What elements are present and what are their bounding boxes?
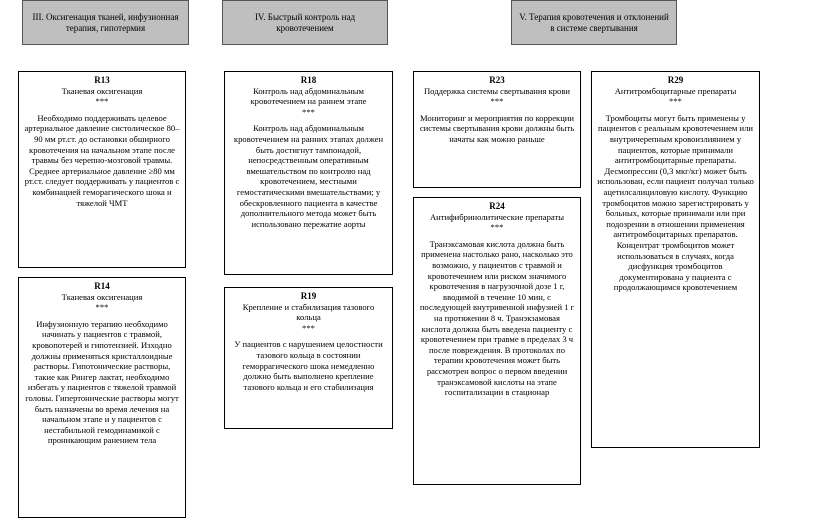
box-body: Необходимо поддерживать целевое артериальное давление систолическое 80–90 мм рт.ст. до остановки обширного кровотечения на начальном этапе после травмы без черепно-мозговой травмы. Среднее артериальное давление ≥80 мм рт.ст. следует поддерживать у пациентов с комбинацией геморагического шока и тяжелой ЧМТ bbox=[24, 112, 180, 208]
box-stars: *** bbox=[302, 322, 315, 333]
recommendation-box-r24 bbox=[413, 197, 581, 485]
box-title: Антитромбоцитарные препараты bbox=[614, 85, 737, 96]
box-body: У пациентов с нарушением целостности тазового кольца в состоянии геморрагического шока немедленно должно быть выполнено крепление тазового кольца и его стабилизация bbox=[234, 339, 383, 392]
box-stars: *** bbox=[490, 96, 504, 107]
recommendation-box-r14 bbox=[18, 277, 186, 518]
section-header-v-text: V. Терапия кровотечения и отклонений в системе свертывания bbox=[519, 11, 669, 33]
box-title: Крепление и стабилизация тазового кольца bbox=[242, 301, 375, 323]
box-stars: *** bbox=[490, 222, 504, 233]
section-header-v bbox=[511, 0, 677, 45]
box-code: R18 bbox=[300, 75, 317, 85]
box-title: Тканевая оксигенация bbox=[61, 85, 143, 96]
box-title: Антифибринолитические препараты bbox=[429, 211, 565, 222]
box-code: R19 bbox=[300, 291, 317, 301]
box-stars: *** bbox=[95, 96, 109, 107]
box-code: R13 bbox=[94, 75, 110, 85]
box-stars: *** bbox=[95, 302, 109, 313]
box-body: Транэксамовая кислота должна быть применена настолько рано, насколько это возможно, у пациентов с травмой и кровотечением или риском значимого кровотечения в нагрузочной дозе 1 г, вводимой в течение 10 мин, с последующей внутривенной инфузией 1 г на протяжении 8 ч. Транэкзамовая кислота должна быть введена пациенту с кровотечением при травме в пределах 3 ч после повреждения. В протоколах по терапии кровотечения может быть рассмотрен вопрос о первом введении транэксамовой кислоты на этапе госпитализации в стационар bbox=[419, 238, 575, 398]
box-body: Контроль над абдоминальным кровотечением на ранних этапах должен быть достигнут тампонадой, непосредственным оперативным вмешательством по контролю над кровотечением, местными гемостатическими вмешательствами; у обескровленного пациента в качестве дополнительного метода может быть использовано пережатие аорты bbox=[233, 123, 384, 229]
box-body: Тромбоциты могут быть применены у пациентов с реальным кровотечением или внутричерепным кровоизлиянием у пациентов, которые принимали антитромбоцитарные препараты. Десмопрессин (0,3 мкг/кг) может быть использован, если пациент получал только ацетилсалициловую кислоту. Функцию тромбоцитов можно зарегистрировать у больных, которые принимали или при подозрении в отношении применения антитромбоцитарных препаратов. Концентрат тромбоцитов может использоваться в случаях, когда дисфункция тромбоцитов документирована у пациента с продолжающимся кровотечением bbox=[597, 112, 754, 293]
recommendation-box-r29 bbox=[591, 71, 760, 448]
recommendation-box-r23 bbox=[413, 71, 581, 188]
box-code: R29 bbox=[667, 75, 684, 85]
box-body: Мониторинг и мероприятия по коррекции системы свертывания крови должны быть начаты как можно раньше bbox=[419, 112, 575, 144]
section-header-iv bbox=[222, 0, 388, 45]
recommendation-box-r13 bbox=[18, 71, 186, 268]
box-title: Тканевая оксигенация bbox=[61, 291, 143, 302]
box-stars: *** bbox=[302, 106, 315, 117]
section-header-iv-text: IV. Быстрый контроль над кровотечением bbox=[254, 11, 356, 33]
section-header-iii-text: III. Оксигенация тканей, инфузионная терапия, гипотермия bbox=[32, 11, 179, 33]
section-header-iii bbox=[22, 0, 189, 45]
box-code: R24 bbox=[489, 201, 505, 211]
box-title: Поддержка системы свертывания крови bbox=[423, 85, 571, 96]
recommendation-box-r19 bbox=[224, 287, 393, 429]
box-stars: *** bbox=[669, 96, 682, 107]
box-title: Контроль над абдоминальным кровотечением на раннем этапе bbox=[250, 85, 367, 107]
box-body: Инфузионную терапию необходимо начинать у пациентов с травмой, кровопотерей и гипотензией. Изходно должны применяться кристаллоидные растворы. Гипотонические растворы, такие как Рингер лактат, необходимо избегать у пациентов с тяжелой травмой головы. Гипертонические растворы могут быть назначены во время лечения на начальном этапе и у пациентов с нестабильной гемодинамикой с проникающим ранением тела bbox=[25, 318, 179, 446]
recommendation-box-r18 bbox=[224, 71, 393, 275]
box-code: R23 bbox=[489, 75, 505, 85]
box-code: R14 bbox=[94, 281, 110, 291]
